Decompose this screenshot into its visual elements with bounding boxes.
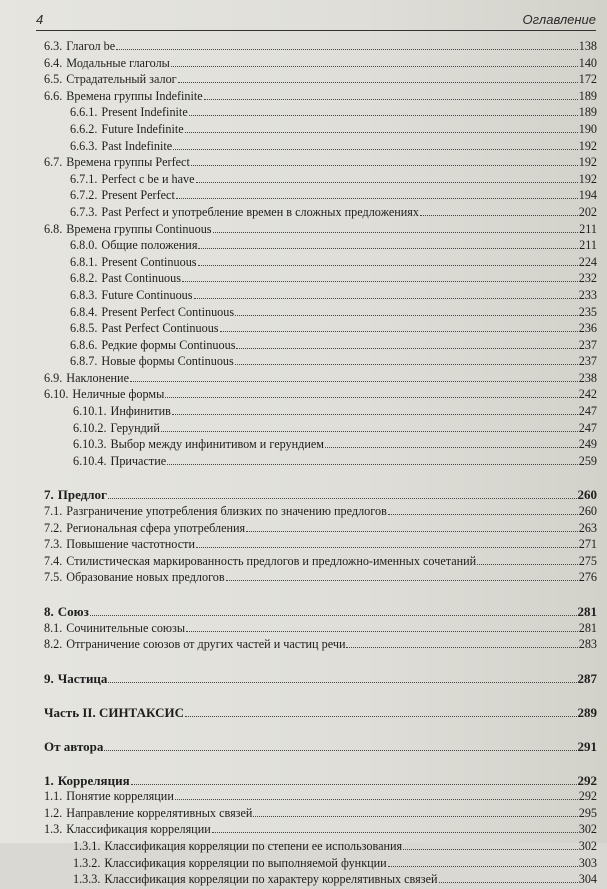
toc-entry-title: Причастие (110, 453, 167, 468)
toc-entry-number: 6.8.6. (70, 337, 98, 352)
toc-entry (44, 521, 597, 538)
toc-entry-title: Разграничение употребления близких по значению предлогов (66, 504, 387, 519)
toc-entry-page: 281 (577, 604, 597, 619)
toc-entry-number: 7.5. (44, 570, 63, 585)
toc-entry-number: 6.8.2. (70, 271, 98, 286)
toc-entry (44, 222, 597, 239)
toc-entry-number: 6.8.5. (70, 321, 98, 336)
dot-leader (175, 799, 578, 800)
toc-entry (44, 354, 597, 371)
toc-entry (44, 421, 597, 438)
dot-leader (346, 647, 577, 648)
dot-leader (185, 716, 577, 717)
toc-spacer (44, 687, 597, 705)
toc-entry (44, 822, 597, 839)
toc-entry-title: Редкие формы Continuous (101, 337, 236, 352)
toc-entry (44, 404, 597, 421)
toc-entry-number: 6.8.3. (70, 287, 98, 302)
toc-entry-number: 6.9. (44, 370, 63, 385)
toc-entry (44, 872, 597, 889)
toc-entry-number: 6.6.3. (70, 138, 98, 153)
toc-entry (44, 789, 597, 806)
toc-entry (44, 856, 597, 873)
toc-entry (44, 621, 597, 638)
toc-entry-number: 6.4. (44, 55, 63, 70)
toc-entry-number: 1.2. (44, 805, 63, 820)
dot-leader (212, 832, 578, 833)
dot-leader (236, 348, 577, 349)
toc-entry-title: Классификация корреляции по степени ее использования (104, 838, 403, 853)
dot-leader (196, 182, 578, 183)
toc-entry-page: 304 (578, 872, 597, 887)
dot-leader (172, 414, 578, 415)
toc-entry-title: Региональная сфера употребления (66, 520, 246, 535)
toc-entry (44, 255, 597, 272)
toc-entry-page: 303 (578, 855, 597, 870)
toc-entry-number: 1.3.2. (73, 855, 101, 870)
toc-entry-title: Future Indefinite (101, 121, 184, 136)
toc-entry-title: Past Perfect Continuous (101, 321, 219, 336)
toc-entry-page: 202 (578, 204, 597, 219)
dot-leader (226, 580, 578, 581)
toc-entry-number: 1.1. (44, 789, 63, 804)
toc-entry-number: 6.10. (44, 387, 69, 402)
toc-entry-title: Present Perfect (101, 188, 175, 203)
toc-entry-number: 6.6.1. (70, 105, 98, 120)
table-of-contents (44, 39, 597, 889)
toc-entry-number: 6.3. (44, 39, 63, 53)
dot-leader (439, 882, 578, 883)
toc-entry-page: 283 (578, 637, 597, 652)
toc-entry-page: 238 (578, 370, 597, 385)
toc-entry-page: 236 (578, 321, 597, 336)
toc-entry-page: 260 (578, 504, 597, 519)
dot-leader (189, 115, 578, 116)
toc-entry-number: 6.10.3. (73, 437, 107, 452)
dot-leader (130, 381, 578, 382)
toc-entry-page: 140 (578, 55, 597, 70)
toc-entry-number: 7.3. (44, 537, 63, 552)
toc-entry (44, 122, 597, 139)
dot-leader (167, 464, 578, 465)
toc-entry-number: 6.8.1. (70, 254, 98, 269)
toc-entry-title: Времена группы Continuous (66, 221, 212, 236)
toc-entry-title: Классификация корреляции по характеру коррелятивных связей (104, 872, 438, 887)
toc-entry-number: 7.4. (44, 553, 63, 568)
toc-spacer (44, 587, 597, 604)
toc-spacer (44, 722, 597, 739)
dot-leader (198, 248, 578, 249)
toc-entry-page: 289 (577, 705, 597, 721)
toc-entry-number: 6.7.3. (70, 204, 98, 219)
toc-entry (44, 172, 597, 189)
toc-spacer (44, 654, 597, 671)
toc-entry (44, 570, 597, 587)
dot-leader (235, 364, 578, 365)
toc-entry-title: Future Continuous (101, 287, 193, 302)
toc-entry-title: Наклонение (66, 370, 129, 385)
toc-entry-page: 287 (577, 670, 597, 686)
dot-leader (131, 784, 577, 785)
toc-entry (44, 155, 597, 172)
toc-entry (44, 437, 597, 454)
toc-entry (44, 504, 597, 521)
toc-entry-page: 190 (578, 121, 597, 136)
toc-entry-number: 6.8.4. (70, 304, 98, 319)
toc-entry (44, 537, 597, 554)
toc-entry-title: Сочинительные союзы (66, 620, 186, 635)
toc-entry-title: Past Perfect и употребление времен в сложных предложениях (101, 204, 419, 219)
toc-entry-title: Стилистическая маркированность предлогов и предложно-именных сочетаний (66, 553, 477, 568)
toc-entry-page: 211 (579, 238, 597, 253)
toc-entry-page: 302 (578, 838, 597, 853)
toc-entry-number: 1.3.1. (73, 838, 101, 853)
toc-entry (44, 56, 597, 73)
toc-entry-page: 295 (578, 805, 597, 820)
toc-entry-title: Past Continuous (101, 271, 181, 286)
toc-entry (44, 338, 597, 355)
toc-entry-title: Past Indefinite (101, 138, 173, 153)
header-rule (36, 30, 596, 31)
toc-entry (44, 637, 597, 654)
toc-entry-number: 6.6.2. (70, 121, 98, 136)
toc-entry-page: 281 (578, 620, 597, 635)
toc-entry-title: Часть II. СИНТАКСИС (44, 705, 184, 721)
toc-entry (44, 238, 597, 255)
toc-entry-number: 6.6. (44, 88, 63, 103)
toc-entry (44, 89, 597, 106)
dot-leader (196, 547, 578, 548)
toc-entry-title: Классификация корреляции (66, 822, 211, 837)
toc-entry (44, 72, 597, 89)
dot-leader (204, 99, 578, 100)
toc-entry-number: 6.7. (44, 155, 63, 170)
toc-entry-title: Неличные формы (72, 387, 165, 402)
dot-leader (161, 431, 578, 432)
dot-leader (235, 315, 578, 316)
toc-entry-title: Модальные глаголы (66, 55, 170, 70)
toc-entry-page: 242 (578, 387, 597, 402)
toc-entry-page: 233 (578, 287, 597, 302)
toc-entry (44, 387, 597, 404)
toc-entry (44, 139, 597, 156)
dot-leader (477, 564, 578, 565)
toc-entry-number: 6.8.7. (70, 354, 98, 369)
dot-leader (165, 397, 577, 398)
toc-entry-title: Союз (57, 604, 89, 619)
toc-entry-page: 247 (578, 404, 597, 419)
toc-entry-page: 259 (578, 453, 597, 468)
toc-entry-page: 276 (578, 570, 597, 585)
toc-entry (44, 806, 597, 823)
toc-entry-number: 7.1. (44, 504, 63, 519)
toc-entry-title: Новые формы Continuous (101, 354, 234, 369)
toc-entry-title: Предлог (57, 487, 107, 503)
toc-entry-page: 211 (579, 221, 597, 236)
dot-leader (253, 816, 577, 817)
dot-leader (220, 331, 578, 332)
toc-entry-page: 232 (578, 271, 597, 286)
toc-entry-page: 247 (578, 420, 597, 435)
dot-leader (173, 149, 578, 150)
toc-entry-number: 6.7.1. (70, 171, 98, 186)
toc-entry-page: 235 (578, 304, 597, 319)
toc-entry-title: Времена группы Perfect (66, 155, 190, 170)
toc-entry-title: Направление коррелятивных связей (66, 805, 253, 820)
toc-entry-number: 6.5. (44, 72, 63, 87)
toc-entry-number: 6.8.0. (70, 238, 98, 253)
dot-leader (198, 265, 578, 266)
toc-entry (44, 671, 597, 688)
toc-entry-number: 9. (44, 670, 54, 686)
toc-entry-title: Герундий (110, 420, 160, 435)
toc-entry-title: Present Perfect Continuous (101, 304, 235, 319)
dot-leader (185, 132, 578, 133)
toc-entry-title: Отграничение союзов от других частей и частиц речи (66, 637, 346, 652)
dot-leader (116, 49, 578, 50)
dot-leader (213, 232, 579, 233)
toc-entry (44, 188, 597, 205)
dot-leader (108, 682, 576, 683)
toc-entry (44, 773, 597, 790)
toc-entry-number: 8.1. (44, 620, 63, 635)
toc-entry-page: 271 (578, 537, 597, 552)
running-header (36, 10, 596, 30)
toc-entry-page: 292 (577, 772, 597, 788)
dot-leader (104, 750, 576, 751)
toc-entry-title: Страдательный залог (66, 72, 177, 87)
dot-leader (388, 514, 578, 515)
toc-entry-page: 237 (578, 337, 597, 352)
toc-entry-page: 275 (578, 553, 597, 568)
toc-entry-title: Корреляция (57, 772, 130, 788)
toc-entry-title: Глагол be (66, 39, 116, 53)
dot-leader (108, 498, 577, 499)
toc-entry-page: 249 (578, 437, 597, 452)
toc-entry-page: 194 (578, 188, 597, 203)
toc-entry-page: 237 (578, 354, 597, 369)
toc-entry-number: 8. (44, 604, 54, 619)
dot-leader (191, 165, 578, 166)
toc-entry (44, 705, 597, 722)
toc-entry-title: Общие положения (101, 238, 198, 253)
dot-leader (194, 298, 578, 299)
dot-leader (178, 82, 578, 83)
toc-entry (44, 454, 597, 471)
dot-leader (171, 66, 578, 67)
toc-entry-page: 263 (578, 520, 597, 535)
toc-entry-page: 292 (578, 789, 597, 804)
toc-entry-title: От автора (44, 738, 104, 754)
page-number: 4 (36, 12, 44, 27)
toc-entry (44, 305, 597, 322)
toc-entry-page: 192 (578, 171, 597, 186)
toc-entry-title: Perfect с be и have (101, 171, 195, 186)
toc-entry-page: 189 (578, 88, 597, 103)
toc-entry-title: Классификация корреляции по выполняемой функции (104, 855, 387, 870)
toc-entry (44, 321, 597, 338)
toc-entry-title: Выбор между инфинитивом и герундием (110, 437, 325, 452)
toc-entry-number: 1.3. (44, 822, 63, 837)
toc-entry (44, 839, 597, 856)
toc-entry-page: 172 (578, 72, 597, 87)
toc-spacer (44, 756, 597, 773)
toc-entry (44, 205, 597, 222)
toc-entry-page: 192 (578, 138, 597, 153)
toc-entry-page: 260 (577, 487, 597, 503)
toc-entry-number: 7. (44, 487, 54, 503)
toc-entry-title: Понятие корреляции (66, 789, 174, 804)
toc-entry-title: Повышение частотности (66, 537, 195, 552)
toc-entry (44, 487, 597, 504)
toc-entry-number: 6.7.2. (70, 188, 98, 203)
dot-leader (388, 866, 578, 867)
toc-entry-number: 6.10.1. (73, 404, 107, 419)
toc-entry (44, 105, 597, 122)
toc-entry (44, 554, 597, 571)
toc-entry-page: 192 (578, 155, 597, 170)
toc-entry-title: Present Indefinite (101, 105, 188, 120)
toc-entry-title: Частица (57, 670, 108, 686)
toc-entry (44, 604, 597, 621)
toc-entry (44, 739, 597, 756)
dot-leader (403, 849, 578, 850)
toc-entry (44, 39, 597, 56)
toc-entry-number: 8.2. (44, 637, 63, 652)
toc-entry-title: Времена группы Indefinite (66, 88, 203, 103)
dot-leader (246, 531, 578, 532)
toc-entry-title: Present Continuous (101, 254, 197, 269)
toc-entry-number: 6.10.2. (73, 420, 107, 435)
toc-entry-number: 7.2. (44, 520, 63, 535)
toc-entry-page: 189 (578, 105, 597, 120)
toc-entry-page: 224 (578, 254, 597, 269)
toc-entry (44, 271, 597, 288)
dot-leader (176, 198, 578, 199)
dot-leader (325, 447, 578, 448)
toc-entry (44, 288, 597, 305)
toc-entry-title: Инфинитив (110, 404, 171, 419)
toc-entry-page: 291 (577, 738, 597, 754)
toc-entry-title: Образование новых предлогов (66, 570, 225, 585)
toc-entry-number: 6.8. (44, 221, 63, 236)
dot-leader (186, 631, 578, 632)
toc-entry-number: 1. (44, 772, 54, 788)
dot-leader (90, 615, 577, 616)
toc-spacer (44, 470, 597, 487)
dot-leader (182, 281, 578, 282)
toc-entry-number: 6.10.4. (73, 453, 107, 468)
toc-entry-page: 302 (578, 822, 597, 837)
toc-entry (44, 371, 597, 388)
toc-entry-page: 138 (578, 39, 597, 53)
dot-leader (420, 215, 578, 216)
running-title: Оглавление (522, 12, 596, 27)
toc-entry-number: 1.3.3. (73, 872, 101, 887)
